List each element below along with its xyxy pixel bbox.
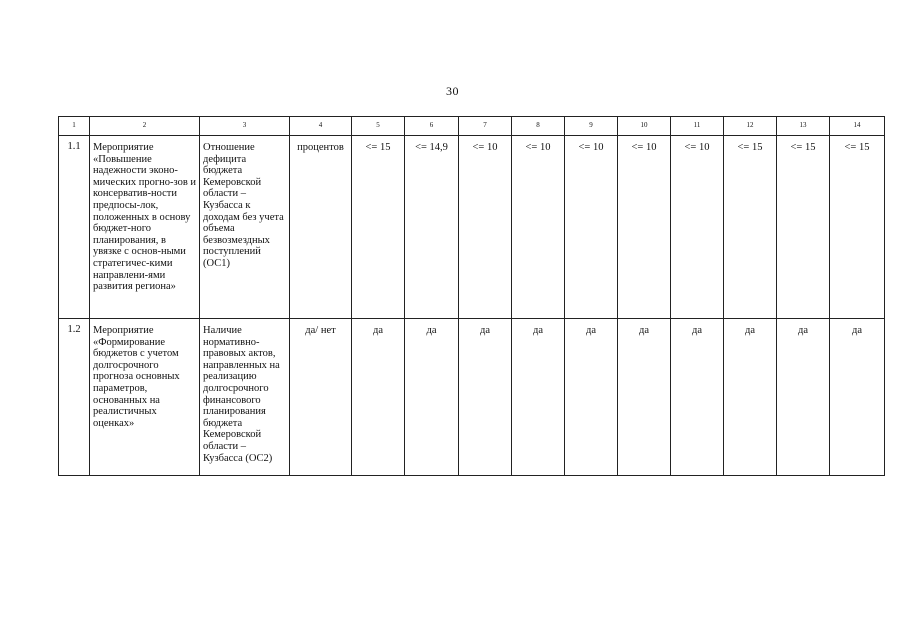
value-cell: <= 10 xyxy=(565,136,618,319)
header-cell: 9 xyxy=(565,117,618,136)
value-cell: да xyxy=(512,319,565,476)
header-cell: 2 xyxy=(90,117,200,136)
unit-cell: процентов xyxy=(290,136,352,319)
unit-cell: да/ нет xyxy=(290,319,352,476)
indicators-table xyxy=(58,116,885,476)
table-header-row xyxy=(59,117,885,136)
indicator-cell: Отношение дефицита бюджета Кемеровской области – Кузбасса к доходам без учета объема безвозмездных поступлений (ОС1) xyxy=(200,136,290,319)
header-cell: 11 xyxy=(671,117,724,136)
header-cell: 10 xyxy=(618,117,671,136)
value-cell: <= 14,9 xyxy=(405,136,459,319)
table-row xyxy=(59,319,885,476)
row-number: 1.2 xyxy=(59,319,90,476)
value-cell: <= 10 xyxy=(459,136,512,319)
value-cell: да xyxy=(352,319,405,476)
header-cell: 3 xyxy=(200,117,290,136)
row-number: 1.1 xyxy=(59,136,90,319)
activity-cell: Мероприятие «Повышение надежности эконо-мических прогно-зов и консерватив-ности предпосы-лок, положенных в основу бюджет-ного планирования, в увязке с основ-ными стратегичес-кими направлени-ями развития региона» xyxy=(90,136,200,319)
header-cell: 8 xyxy=(512,117,565,136)
value-cell: <= 10 xyxy=(671,136,724,319)
header-cell: 6 xyxy=(405,117,459,136)
value-cell: да xyxy=(724,319,777,476)
value-cell: <= 15 xyxy=(352,136,405,319)
activity-cell: Мероприятие «Формирование бюджетов с учетом долгосрочного прогноза основных параметров, основанных на реалистичных оценках» xyxy=(90,319,200,476)
value-cell: да xyxy=(671,319,724,476)
value-cell: <= 15 xyxy=(724,136,777,319)
header-cell: 1 xyxy=(59,117,90,136)
header-cell: 13 xyxy=(777,117,830,136)
header-cell: 5 xyxy=(352,117,405,136)
value-cell: да xyxy=(830,319,885,476)
value-cell: <= 15 xyxy=(830,136,885,319)
indicator-cell: Наличие нормативно-правовых актов, направленных на реализацию долгосрочного финансового планирования бюджета Кемеровской области – Кузбасса (ОС2) xyxy=(200,319,290,476)
value-cell: <= 10 xyxy=(618,136,671,319)
header-cell: 7 xyxy=(459,117,512,136)
value-cell: да xyxy=(618,319,671,476)
page-number: 30 xyxy=(446,84,459,98)
header-cell: 4 xyxy=(290,117,352,136)
table-row xyxy=(59,136,885,319)
header-cell: 14 xyxy=(830,117,885,136)
value-cell: <= 10 xyxy=(512,136,565,319)
header-cell: 12 xyxy=(724,117,777,136)
value-cell: да xyxy=(405,319,459,476)
value-cell: да xyxy=(459,319,512,476)
value-cell: да xyxy=(565,319,618,476)
value-cell: <= 15 xyxy=(777,136,830,319)
value-cell: да xyxy=(777,319,830,476)
